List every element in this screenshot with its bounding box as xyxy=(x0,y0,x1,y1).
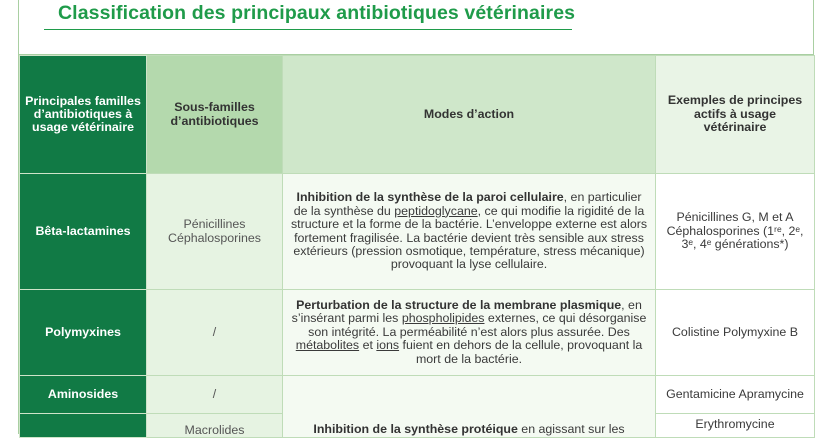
family-cell: Bêta-lactamines xyxy=(20,174,147,290)
action-text: externes, ce qui désorganise son intégrité. La perméabilité n’est alors plus assurée. Des xyxy=(308,311,647,339)
family-cell: Aminosides xyxy=(20,376,147,414)
action-term: ions xyxy=(376,338,400,353)
examples-cell: Colistine Polymyxine B xyxy=(656,290,815,376)
action-term: métabolites xyxy=(295,338,360,353)
page-title: Classification des principaux antibiotiques vétérinaires xyxy=(58,2,576,24)
table-row xyxy=(20,290,815,376)
action-term: peptidoglycane xyxy=(394,203,478,218)
examples-cell: Gentamicine Apramycine xyxy=(656,376,815,414)
action-text: , ce qui modifie la rigidité de la structure et la forme de la bactérie. L’enveloppe externe est alors fortement fragilisée. La bactérie devient très sensible aux stress extérieurs (pression osmotique, température, stress mécanique) provoquant la lyse cellulaire. xyxy=(290,203,648,272)
header-subfamilies: Sous-familles d’antibiotiques xyxy=(147,56,283,174)
table-row xyxy=(20,174,815,290)
action-highlight: Inhibition de la synthèse protéique xyxy=(313,423,518,437)
mode-of-action-cell xyxy=(283,174,656,290)
subfamily-cell: / xyxy=(147,290,283,376)
header-modes-of-action: Modes d’action xyxy=(283,56,656,174)
subfamily-cell: Pénicillines Céphalosporines xyxy=(147,174,283,290)
title-underline xyxy=(44,29,572,30)
header-examples: Exemples de principes actifs à usage vétérinaire xyxy=(656,56,815,174)
examples-cell: Pénicillines G, M et A Céphalosporines (1ʳᵉ, 2ᵉ, 3ᵉ, 4ᵉ générations*) xyxy=(656,174,815,290)
mode-of-action-cell xyxy=(283,290,656,376)
mode-of-action-cell xyxy=(283,376,656,438)
antibiotics-table xyxy=(19,55,815,438)
action-highlight: Inhibition de la synthèse de la paroi cellulaire xyxy=(296,190,564,205)
header-families: Principales familles d’antibiotiques à usage vétérinaire xyxy=(20,56,147,174)
family-cell xyxy=(20,414,147,438)
subfamily-cell: / xyxy=(147,376,283,414)
action-text: , en particulier de la synthèse du xyxy=(293,190,642,218)
action-term: phospholipides xyxy=(401,311,485,326)
action-text: et xyxy=(359,338,377,353)
action-highlight: Perturbation de la structure de la membrane plasmique xyxy=(296,297,622,312)
action-text: en agissant sur les xyxy=(517,423,625,437)
family-cell: Polymyxines xyxy=(20,290,147,376)
action-text: , en s’insérant parmi les xyxy=(291,297,642,326)
table-header-row xyxy=(20,56,815,174)
table-row xyxy=(20,376,815,414)
examples-cell: Erythromycine xyxy=(656,414,815,438)
action-text: fuient en dehors de la cellule, provoquant la mort de la bactérie. xyxy=(399,338,643,366)
subfamily-cell: Macrolides xyxy=(147,414,283,438)
